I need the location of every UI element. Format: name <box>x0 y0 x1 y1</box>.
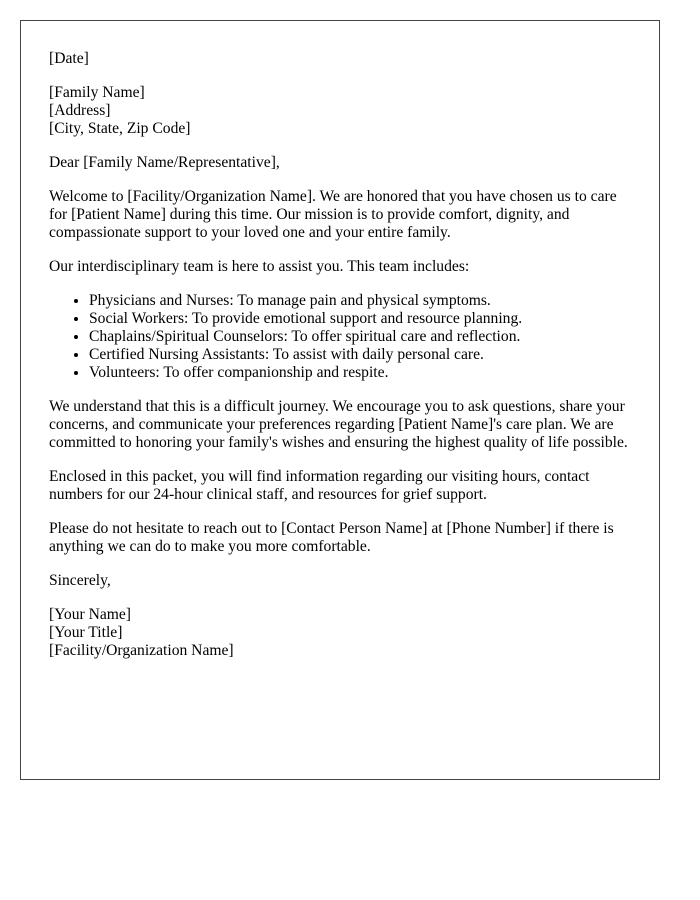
journey-paragraph: We understand that this is a difficult journey. We encourage you to ask questions, share your concerns, and communicate your preferences regarding [Patient Name]'s care plan. We are committed to honoring your family's wishes and ensuring the highest quality of life possible. <box>49 398 628 451</box>
list-item: • Social Workers: To provide emotional support and resource planning. <box>89 310 631 328</box>
salutation: Dear [Family Name/Representative], <box>49 154 280 171</box>
recipient-block <box>49 84 631 138</box>
contact-paragraph: Please do not hesitate to reach out to [Contact Person Name] at [Phone Number] if there is anything we can do to make you more comfortable. <box>49 520 614 555</box>
signature-organization: [Facility/Organization Name] <box>49 642 234 659</box>
list-item: • Certified Nursing Assistants: To assist with daily personal care. <box>89 346 631 364</box>
signature-name: [Your Name] <box>49 606 132 623</box>
list-item: • Chaplains/Spiritual Counselors: To offer spiritual care and reflection. <box>89 328 631 346</box>
closing: Sincerely, <box>49 572 111 589</box>
team-intro-paragraph: Our interdisciplinary team is here to assist you. This team includes: <box>49 258 470 275</box>
recipient-city-state-zip: [City, State, Zip Code] <box>49 120 191 137</box>
welcome-paragraph: Welcome to [Facility/Organization Name]. We are honored that you have chosen us to care for [Patient Name] during this time. Our mission is to provide comfort, dignity, and compassionate support to your loved one and your entire family. <box>49 188 617 241</box>
recipient-address: [Address] <box>49 102 111 119</box>
signature-block <box>49 606 631 660</box>
signature-title: [Your Title] <box>49 624 123 641</box>
list-item: • Volunteers: To offer companionship and respite. <box>89 364 631 382</box>
enclosed-paragraph: Enclosed in this packet, you will find information regarding our visiting hours, contact numbers for our 24-hour clinical staff, and resources for grief support. <box>49 468 590 503</box>
letter-date: [Date] <box>49 50 89 67</box>
letter-page <box>20 20 660 780</box>
list-item: • Physicians and Nurses: To manage pain and physical symptoms. <box>89 292 631 310</box>
team-members-list <box>49 292 631 382</box>
recipient-name: [Family Name] <box>49 84 145 101</box>
